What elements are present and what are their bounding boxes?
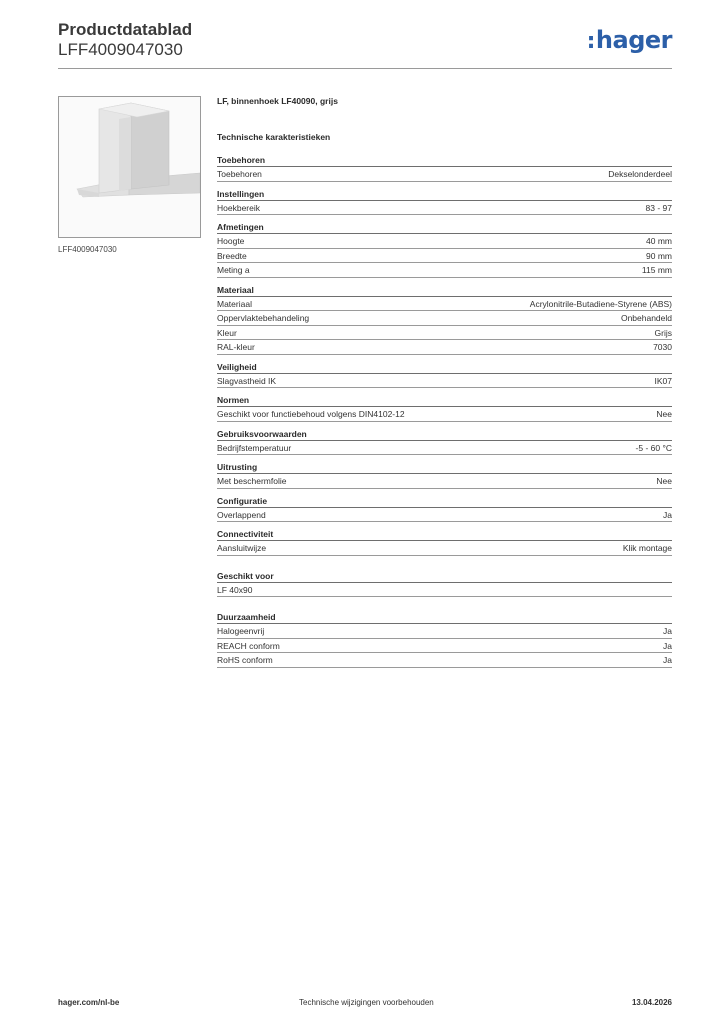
spec-value: -5 - 60 °C: [635, 442, 672, 453]
spec-value: Grijs: [654, 327, 672, 338]
technical-characteristics-heading: Technische karakteristieken: [217, 132, 331, 142]
spec-row: [217, 167, 672, 182]
spec-row: [217, 297, 672, 312]
spec-row: [217, 234, 672, 249]
product-name: LF, binnenhoek LF40090, grijs: [217, 96, 338, 106]
spec-label: Met beschermfolie: [217, 476, 287, 486]
spec-value: Nee: [656, 409, 672, 419]
spec-value: IK07: [654, 375, 672, 386]
spec-row: [217, 541, 672, 556]
logo-text: hager: [595, 26, 672, 54]
spec-label: RAL-kleur: [217, 342, 255, 352]
spec-row: [217, 374, 672, 389]
spec-row: [217, 441, 672, 456]
spec-row: [217, 263, 672, 278]
spec-section: [217, 284, 672, 355]
spec-label: Oppervlaktebehandeling: [217, 313, 310, 323]
spec-value: 83 - 97: [645, 202, 672, 213]
spec-label: Materiaal: [217, 298, 252, 309]
section-title: Materiaal: [217, 284, 672, 297]
section-title: Uitrusting: [217, 461, 672, 474]
spec-value: 90 mm: [646, 250, 672, 261]
spec-value: 40 mm: [646, 236, 672, 246]
spec-section: [217, 611, 672, 668]
spec-content: [217, 96, 672, 668]
spec-section: [217, 528, 672, 556]
page-header: [58, 20, 672, 68]
spec-label: Slagvastheid IK: [217, 375, 277, 386]
footer-date: 13.04.2026: [631, 998, 672, 1007]
spec-row: [217, 201, 672, 216]
spec-value: Ja: [663, 509, 672, 520]
spec-row: [217, 474, 672, 489]
spec-section: [217, 570, 672, 598]
footer-website[interactable]: hager.com/nl-be: [58, 998, 120, 1007]
spec-row: [217, 583, 672, 598]
spec-label: Bedrijfstemperatuur: [217, 442, 292, 453]
document-title: Productdatablad: [58, 20, 193, 39]
spec-value: Dekselonderdeel: [608, 169, 672, 179]
product-image: [58, 96, 201, 238]
spec-section: [217, 154, 672, 182]
footer-notice: Technische wijzigingen voorbehouden: [299, 998, 434, 1007]
hager-logo[interactable]: :hager: [586, 26, 672, 54]
spec-row: [217, 407, 672, 422]
spec-value: Acrylonitrile-Butadiene-Styrene (ABS): [529, 298, 672, 309]
spec-label: Hoogte: [217, 236, 245, 246]
spec-section: [217, 221, 672, 278]
header-divider: [58, 68, 672, 69]
spec-value: Ja: [663, 655, 672, 665]
section-title: Instellingen: [217, 188, 672, 201]
spec-sections: [217, 154, 672, 668]
inner-corner-illustration: [59, 97, 200, 237]
spec-section: [217, 495, 672, 523]
spec-label: Aansluitwijze: [217, 543, 267, 553]
spec-row: [217, 311, 672, 326]
spec-value: Nee: [656, 476, 672, 486]
spec-label: LF 40x90: [217, 584, 253, 595]
section-title: Toebehoren: [217, 154, 672, 167]
spec-row: [217, 624, 672, 639]
spec-row: [217, 249, 672, 264]
spec-section: [217, 394, 672, 422]
section-title: Veiligheid: [217, 361, 672, 374]
spec-label: Meting a: [217, 265, 250, 275]
spec-value: 7030: [653, 342, 672, 352]
spec-label: Breedte: [217, 250, 247, 261]
spec-section: [217, 428, 672, 456]
spec-label: RoHS conform: [217, 655, 273, 665]
spec-section: [217, 188, 672, 216]
spec-row: [217, 340, 672, 355]
section-title: Duurzaamheid: [217, 611, 672, 624]
spec-row: [217, 653, 672, 668]
section-title: Geschikt voor: [217, 570, 672, 583]
spec-label: Geschikt voor functiebehoud volgens DIN4102-12: [217, 409, 405, 419]
image-caption: LFF4009047030: [58, 245, 117, 254]
spec-label: Kleur: [217, 327, 237, 338]
spec-value: Onbehandeld: [620, 313, 672, 323]
spec-section: [217, 461, 672, 489]
product-code: LFF4009047030: [58, 40, 183, 59]
section-title: Normen: [217, 394, 672, 407]
spec-label: Overlappend: [217, 509, 266, 520]
section-title: Gebruiksvoorwaarden: [217, 428, 672, 441]
spec-value: Ja: [663, 640, 672, 651]
section-title: Configuratie: [217, 495, 672, 508]
section-title: Afmetingen: [217, 221, 672, 234]
section-title: Connectiviteit: [217, 528, 672, 541]
spec-label: REACH conform: [217, 640, 280, 651]
spec-value: Ja: [663, 626, 672, 636]
spec-row: [217, 639, 672, 654]
spec-label: Halogeenvrij: [217, 626, 265, 636]
spec-value: 115 mm: [641, 265, 672, 275]
spec-row: [217, 326, 672, 341]
spec-label: Toebehoren: [217, 169, 262, 179]
spec-label: Hoekbereik: [217, 202, 260, 213]
spec-section: [217, 361, 672, 389]
spec-row: [217, 508, 672, 523]
spec-value: Klik montage: [622, 543, 672, 553]
